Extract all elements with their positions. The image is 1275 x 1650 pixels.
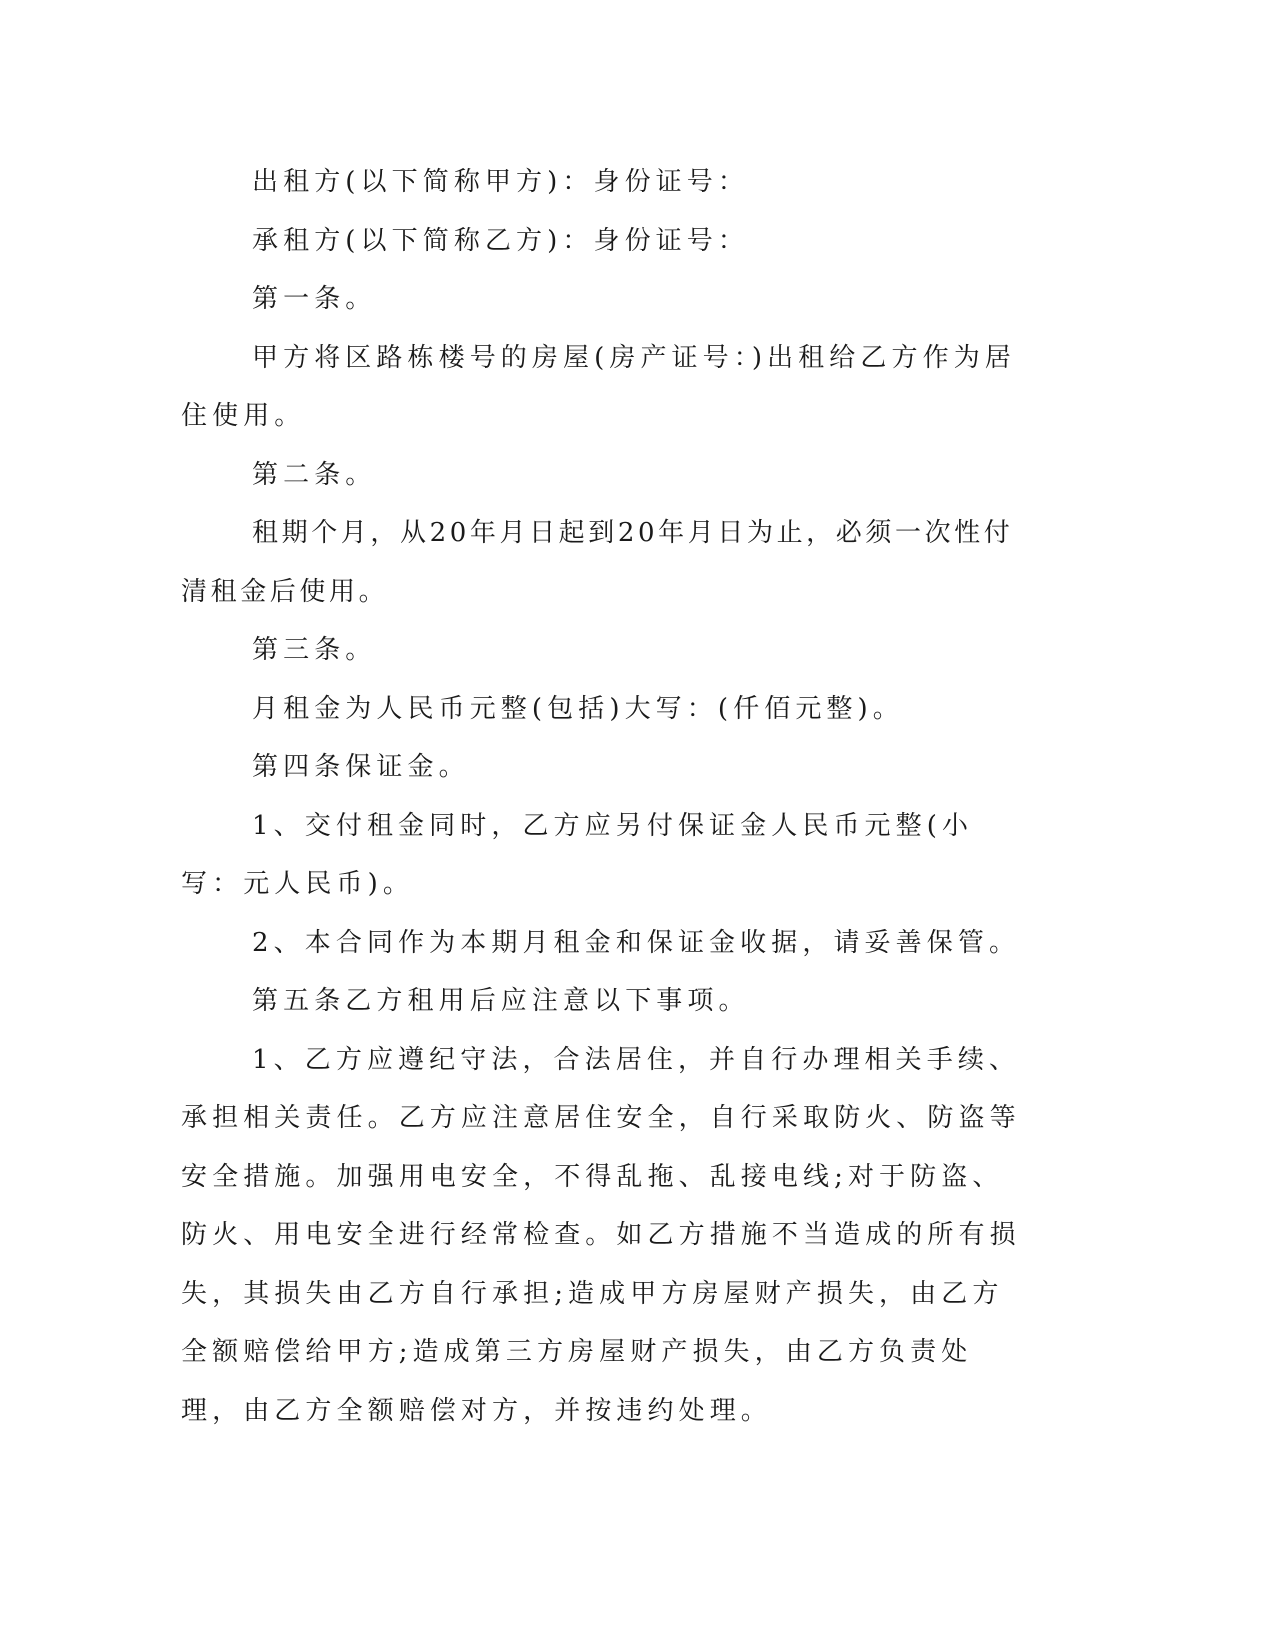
article-5-item-1: 1、乙方应遵纪守法，合法居住，并自行办理相关手续、承担相关责任。乙方应注意居住安全，自行采取防火、防盗等安全措施。加强用电安全，不得乱拖、乱接电线;对于防盗、防火、用电安全进行经常检查。如乙方措施不当造成的所有损失，其损失由乙方自行承担;造成甲方房屋财产损失，由乙方全额赔偿给甲方;造成第三方房屋财产损失，由乙方负责处理，由乙方全额赔偿对方，并按违约处理。: [181, 1044, 1021, 1426]
article-5-heading: 第五条乙方租用后应注意以下事项。: [252, 986, 750, 1016]
article-3-heading: 第三条。: [252, 635, 377, 665]
article-1-body: 甲方将区路栋楼号的房屋(房产证号：)出租给乙方作为居住使用。: [181, 342, 1016, 431]
article-4-item-2: 2、本合同作为本期月租金和保证金收据，请妥善保管。: [252, 927, 1021, 958]
article-3-body: 月租金为人民币元整(包括)大写：(仟佰元整)。: [252, 693, 904, 724]
article-2-heading: 第二条。: [252, 459, 377, 490]
article-1-heading: 第一条。: [252, 284, 377, 314]
article-4-item-1: 1、交付租金同时，乙方应另付保证金人民币元整(小写：元人民币)。: [181, 810, 974, 899]
article-2-body: 租期个月，从20年月日起到20年月日为止，必须一次性付清租金后使用。: [181, 518, 1014, 607]
article-4-heading: 第四条保证金。: [252, 752, 470, 782]
lessee-line: 承租方(以下简称乙方)：身份证号：: [252, 225, 749, 256]
document-page: [181, 153, 1023, 1440]
lessor-line: 出租方(以下简称甲方)：身份证号：: [252, 167, 749, 197]
